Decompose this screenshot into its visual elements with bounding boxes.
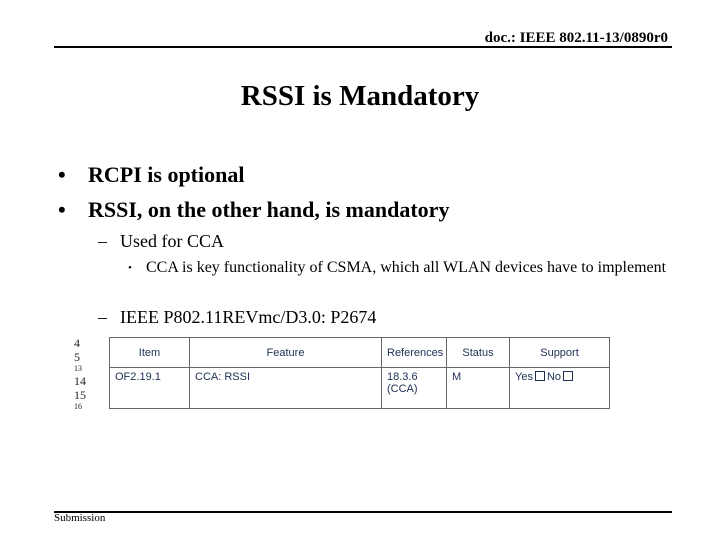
cell-status: M [447,368,510,409]
support-no-label: No [546,371,562,383]
column-header: References [382,338,447,368]
bullet-rssi [58,197,449,223]
detail-bullet-cca [128,258,668,278]
support-yes-label: Yes [515,371,533,383]
footer-submission: Submission [54,512,106,524]
no-checkbox-icon [563,371,573,381]
line-number: 15 [74,388,86,402]
line-numbers [74,336,96,412]
column-header: Status [447,338,510,368]
cell-support [510,368,610,409]
standard-table-excerpt [74,334,614,412]
column-header: Item [110,338,190,368]
bullet-marker: • [58,162,66,187]
line-number: 4 [74,336,80,350]
table-row [110,368,610,409]
cell-references: 18.3.6 (CCA) [382,368,447,409]
bullet-text: RSSI, on the other hand, is mandatory [88,197,450,222]
sub-bullet-text: Used for CCA [120,231,224,251]
header-rule [54,46,672,48]
bullet-text: RCPI is optional [88,162,245,187]
sub-bullet-cca [98,231,224,252]
sub-bullet-ieee [98,307,376,328]
slide-title: RSSI is Mandatory [240,80,480,112]
sub-bullet-text: IEEE P802.11REVmc/D3.0: P2674 [120,307,377,327]
pics-table [109,337,610,409]
column-header: Support [510,338,610,368]
dash-marker: – [98,231,107,251]
dash-marker: – [98,307,107,327]
document-id: doc.: IEEE 802.11-13/0890r0 [484,30,668,46]
line-number: 16 [74,402,82,411]
bullet-marker: • [58,197,66,222]
bullet-rcpi [58,162,244,188]
yes-checkbox-icon [535,371,545,381]
line-number: 14 [74,374,86,388]
dot-marker: • [128,262,132,274]
cell-item: OF2.19.1 [110,368,190,409]
footer-rule [54,511,672,513]
column-header: Feature [190,338,382,368]
line-number: 13 [74,364,82,373]
detail-bullet-text: CCA is key functionality of CSMA, which all WLAN devices have to implement [146,259,667,276]
cell-feature: CCA: RSSI [190,368,382,409]
table-header-row [110,338,610,368]
line-number: 5 [74,350,80,364]
